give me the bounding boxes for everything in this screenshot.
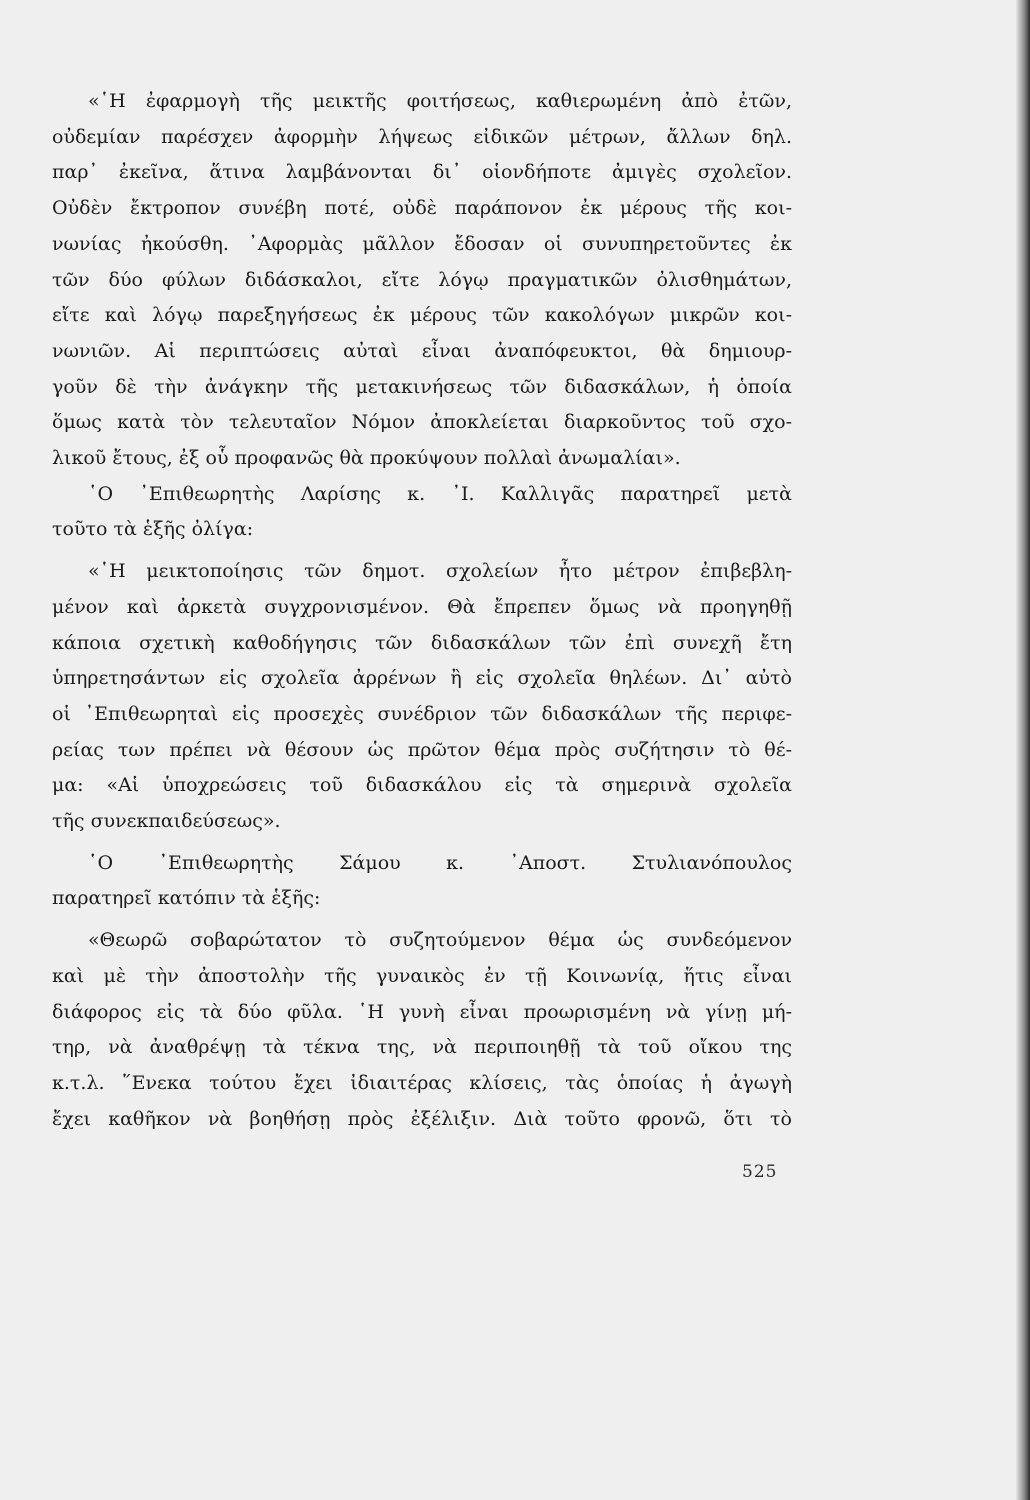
- paragraph-larisa: [52, 477, 792, 548]
- text-line: τηρ, νὰ ἀναθρέψῃ τὰ τέκνα της, νὰ περιποιηθῇ τὰ τοῦ οἴκου της: [52, 1036, 792, 1059]
- text-line: καὶ μὲ τὴν ἀποστολὴν τῆς γυναικὸς ἐν τῇ Κοινωνίᾳ, ἥτις εἶναι: [52, 964, 792, 987]
- text-line: γοῦν δὲ τὴν ἀνάγκην τῆς μετακινήσεως τῶν διδασκάλων, ἡ ὁποία: [52, 375, 792, 398]
- text-line: Οὐδὲν ἔκτροπον συνέβη ποτέ, οὐδὲ παράπονον ἐκ μέρους τῆς κοι-: [52, 197, 792, 220]
- text-line: διάφορος εἰς τὰ δύο φῦλα. ῾Η γυνὴ εἶναι προωρισμένη νὰ γίνῃ μή-: [52, 1000, 792, 1023]
- text-line: ἔχει καθῆκον νὰ βοηθήσῃ πρὸς ἐξέλιξιν. Διὰ τοῦτο φρονῶ, ὅτι τὸ: [52, 1107, 792, 1130]
- text-line: λικοῦ ἔτους, ἐξ οὗ προφανῶς θὰ προκύψουν πολλαὶ ἀνωμαλίαι».: [52, 447, 681, 470]
- text-line: τοῦτο τὰ ἑξῆς ὀλίγα:: [52, 518, 254, 541]
- text-line: μα: «Αἱ ὑποχρεώσεις τοῦ διδασκάλου εἰς τὰ σημερινὰ σχολεῖα: [52, 774, 792, 797]
- text-line: μένον καὶ ἀρκετὰ συγχρονισμένον. Θὰ ἔπρεπεν ὅμως νὰ προηγηθῇ: [52, 595, 792, 618]
- text-line: τῶν δύο φύλων διδάσκαλοι, εἴτε λόγῳ πραγματικῶν ὀλισθημάτων,: [52, 268, 792, 291]
- paragraph-samos: [52, 846, 792, 917]
- text-line: ὅμως κατὰ τὸν τελευταῖον Νόμον ἀποκλείεται διαρκοῦντος τοῦ σχο-: [52, 411, 792, 434]
- book-spine-shadow: [1016, 0, 1030, 1500]
- paragraph-quote-1: [52, 84, 792, 477]
- page-number: 525: [742, 1162, 778, 1182]
- text-line: οἱ ᾿Επιθεωρηταὶ εἰς προσεχὲς συνέδριον τῶν διδασκάλων τῆς περιφε-: [52, 702, 792, 725]
- text-line: νωνίας ἠκούσθη. ᾿Αφορμὰς μᾶλλον ἔδοσαν οἱ συνυπηρετοῦντες ἐκ: [52, 232, 792, 255]
- text-line: «῾Η ἐφαρμογὴ τῆς μεικτῆς φοιτήσεως, καθιερωμένη ἀπὸ ἐτῶν,: [88, 90, 792, 112]
- text-line: ρείας των πρέπει νὰ θέσουν ὡς πρῶτον θέμα πρὸς συζήτησιν τὸ θέ-: [52, 738, 792, 761]
- text-line: ῾Ο ᾿Επιθεωρητὴς Σάμου κ. ᾿Αποστ. Στυλιανόπουλος: [88, 851, 792, 874]
- body-text: [52, 84, 792, 1137]
- text-line: τῆς συνεκπαιδεύσεως».: [52, 810, 281, 833]
- text-line: παρατηρεῖ κατόπιν τὰ ἑξῆς:: [52, 887, 321, 910]
- paragraph-quote-2: [52, 554, 792, 840]
- text-line: ῾Ο ᾿Επιθεωρητὴς Λαρίσης κ. ᾿Ι. Καλλιγᾶς παρατηρεῖ μετὰ: [88, 482, 792, 505]
- text-line: παρ᾿ ἐκεῖνα, ἅτινα λαμβάνονται δι᾿ οἱονδήποτε ἀμιγὲς σχολεῖον.: [52, 161, 792, 184]
- text-line: «Θεωρῶ σοβαρώτατον τὸ συζητούμενον θέμα ὡς συνδεόμενον: [88, 929, 792, 952]
- text-line: οὐδεμίαν παρέσχεν ἀφορμὴν λήψεως εἰδικῶν μέτρων, ἄλλων δηλ.: [52, 125, 792, 148]
- text-line: εἴτε καὶ λόγῳ παρεξηγήσεως ἐκ μέρους τῶν κακολόγων μικρῶν κοι-: [52, 304, 792, 327]
- text-line: κ.τ.λ. ῞Ενεκα τούτου ἔχει ἰδιαιτέρας κλίσεις, τὰς ὁποίας ἡ ἀγωγὴ: [52, 1071, 792, 1094]
- paragraph-quote-3: [52, 923, 792, 1137]
- text-line: «῾Η μεικτοποίησις τῶν δημοτ. σχολείων ἦτο μέτρον ἐπιβεβλη-: [88, 560, 792, 583]
- text-line: ὑπηρετησάντων εἰς σχολεῖα ἀρρένων ἢ εἰς σχολεῖα θηλέων. Δι᾿ αὐτὸ: [52, 667, 792, 690]
- text-line: κάποια σχετικὴ καθοδήγησις τῶν διδασκάλων τῶν ἐπὶ συνεχῆ ἔτη: [52, 631, 792, 654]
- text-line: νωνιῶν. Αἱ περιπτώσεις αὐταὶ εἶναι ἀναπόφευκτοι, θὰ δημιουρ-: [52, 339, 792, 362]
